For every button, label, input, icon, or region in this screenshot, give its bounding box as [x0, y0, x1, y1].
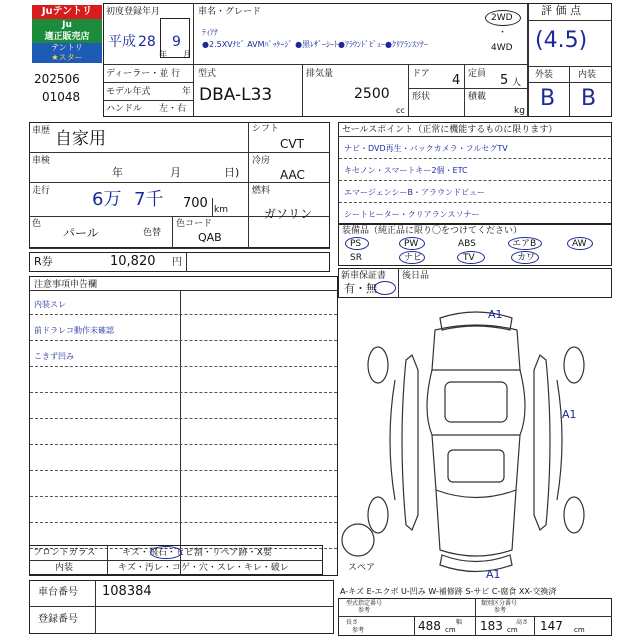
shape-label: 形状 — [412, 92, 431, 102]
first-reg-month: 9 — [172, 34, 181, 50]
type-number-label: 型式指定番号 — [346, 600, 383, 607]
mileage-rest: 700 — [183, 196, 208, 211]
height-label: 高さ — [516, 619, 529, 626]
color-code-label: 色コード — [176, 219, 213, 229]
length-value: 488 — [418, 619, 441, 633]
inspection-day: 日) — [224, 166, 240, 179]
chassis-label: 車台番号 — [38, 587, 78, 598]
recycle-unit: 円 — [172, 257, 182, 268]
capacity-value: 5 — [500, 73, 509, 88]
capacity-label: 定員 — [468, 69, 487, 79]
damage-mark: A1 — [486, 568, 501, 581]
equipment-label: 装備品（純正品に限り〇をつけてください） — [342, 226, 523, 236]
length-unit: cm — [445, 626, 456, 634]
car-name-label: 車名・グレード — [198, 7, 262, 17]
type-ref: 参考 — [358, 607, 371, 614]
damage-mark: A1 — [488, 308, 503, 321]
doc-id-line2: 01048 — [42, 90, 81, 104]
front-glass-value: キズ・飛石・ヒビ割・リペア跡・X要 — [122, 548, 272, 558]
equip-ps: PS — [350, 239, 362, 249]
drive-dot: ・ — [498, 28, 508, 38]
usage-value: 自家用 — [55, 129, 106, 149]
first-reg-year-unit: 年 — [159, 50, 167, 59]
color-change-label: 色替 — [143, 228, 162, 238]
aircon-label: 冷房 — [252, 156, 271, 166]
load-label: 積載 — [468, 92, 487, 102]
recycle-label: R券 — [34, 255, 53, 268]
mileage-label: 走行 — [32, 186, 51, 196]
mileage-man: 6万 — [92, 189, 122, 210]
height-unit: cm — [574, 626, 585, 634]
equip-aw: AW — [572, 239, 587, 249]
notes-frame — [29, 276, 338, 576]
length-label: 長さ — [346, 619, 359, 626]
equip-abs: ABS — [458, 239, 476, 249]
int-grade: B — [581, 86, 597, 111]
logo-star: ★スター — [32, 53, 102, 63]
first-reg-year: 28 — [138, 34, 156, 50]
height-value: 147 — [540, 619, 563, 633]
fuel-value: ガソリン — [264, 207, 313, 221]
sales-point-item: シートヒーター・クリアランスソナー — [344, 210, 480, 219]
model-year-label: モデル年式 — [106, 87, 151, 97]
displacement-value: 2500 — [354, 86, 390, 102]
displacement-label: 排気量 — [306, 69, 334, 79]
equip-sr: SR — [350, 253, 362, 263]
note-item: 内装スレ — [34, 300, 66, 309]
warranty-label: 新車保証書 — [341, 271, 387, 281]
aircon-value: AAC — [280, 168, 305, 182]
width-unit: cm — [507, 626, 518, 634]
length-ref: 参考 — [352, 627, 365, 634]
width-value: 183 — [480, 619, 503, 633]
note-item: こきず凹み — [34, 352, 74, 361]
shift-label: シフト — [252, 124, 280, 134]
damage-mark: A1 — [562, 408, 577, 421]
load-unit: kg — [514, 106, 525, 116]
equip-airbag: エアB — [512, 239, 537, 249]
spare-label: スペア — [348, 563, 376, 573]
doors-label: ドア — [412, 69, 430, 79]
model-year-unit: 年 — [182, 87, 192, 97]
reg-number-label: 登録番号 — [38, 614, 78, 625]
inspection-label: 車検 — [32, 156, 51, 166]
handle-label: ハンドル — [106, 104, 143, 114]
width-label: 幅 — [456, 619, 463, 626]
logo-store: 適正販売店 — [32, 31, 102, 43]
handle-value: 左・右 — [159, 104, 187, 114]
doors-value: 4 — [452, 73, 461, 88]
recycle-value: 10,820 — [110, 254, 156, 269]
warranty-later-label: 後日品 — [402, 271, 430, 281]
equip-tv: TV — [463, 253, 475, 263]
car-grade: ●2.5XVﾅﾋﾞ AVMﾊﾟｯｹｰｼﾞ ●黒ﾚｻﾞｰｼｰﾄ●ｱﾗｳﾝﾄﾞﾋﾞｭｰ●ｸﾘｱﾗﾝｽｿﾅｰ — [202, 40, 429, 49]
doc-id-line1: 202506 — [34, 72, 80, 86]
sales-point-item: エマージェンシーB・アラウンドビュー — [344, 188, 485, 197]
car-name: ﾃｨｱﾅ — [202, 28, 218, 37]
sales-point-item: キセノン・スマートキー2個・ETC — [344, 166, 468, 175]
sales-label: セールスポイント（正常に機能するものに限ります） — [342, 125, 558, 135]
eval-label: 評 価 点 — [541, 4, 581, 17]
logo-ju: Ju — [32, 19, 102, 31]
usage-label: 車歴 — [32, 126, 51, 136]
first-reg-month-unit: 月 — [183, 50, 191, 59]
eval-score: (4.5) — [535, 28, 588, 53]
equip-navi: ナビ — [404, 253, 423, 263]
front-glass-label: フロントガラス — [33, 548, 96, 558]
note-item: 前ドラレコ動作未確認 — [34, 326, 114, 335]
inspection-month: 月 — [170, 166, 181, 179]
notes-label: 注意事項申告欄 — [34, 280, 98, 290]
model-label: 型式 — [198, 69, 217, 79]
color-label: 色 — [32, 219, 42, 229]
fuel-label: 燃料 — [252, 186, 271, 196]
category-number-label: 類別区分番号 — [481, 600, 518, 607]
first-reg-era: 平成 — [108, 34, 136, 50]
logo-brand: Juテントリ — [32, 5, 102, 19]
car-diagram — [340, 300, 612, 585]
interior-value: キズ・汚レ・コゲ・穴・スレ・キレ・破レ — [118, 563, 289, 573]
first-reg-label: 初度登録年月 — [106, 7, 161, 17]
dealer-label: ディーラー・並 行 — [106, 69, 181, 79]
int-label: 内装 — [578, 70, 597, 80]
shift-value: CVT — [280, 137, 304, 151]
capacity-unit: 人 — [512, 78, 522, 88]
ext-grade: B — [540, 86, 556, 111]
logo-tentori: テントリ — [32, 43, 102, 53]
category-ref: 参考 — [494, 607, 507, 614]
inspection-year: 年 — [112, 166, 123, 179]
color-value: パール — [63, 226, 99, 240]
ext-label: 外装 — [535, 70, 554, 80]
model-value: DBA-L33 — [199, 85, 273, 105]
drive-2wd: 2WD — [491, 13, 513, 23]
drive-4wd: 4WD — [491, 43, 513, 53]
mileage-unit: km — [214, 205, 228, 215]
color-code: QAB — [198, 231, 222, 244]
equip-pw: PW — [404, 239, 419, 249]
chassis-value: 108384 — [102, 584, 152, 599]
sales-point-item: ナビ・DVD再生・バックカメラ・フルセグTV — [344, 144, 508, 153]
warranty-value: 有・無 — [344, 282, 377, 295]
mileage-sen: 7千 — [134, 189, 164, 210]
displacement-unit: cc — [396, 106, 405, 115]
interior-label: 内装 — [55, 563, 74, 573]
logo — [32, 5, 102, 63]
damage-legend: A-キズ E-エクボ U-凹み W-補修跡 S-サビ C-腐食 XX-交換済 — [340, 587, 557, 596]
equip-leather: カワ — [517, 253, 536, 263]
